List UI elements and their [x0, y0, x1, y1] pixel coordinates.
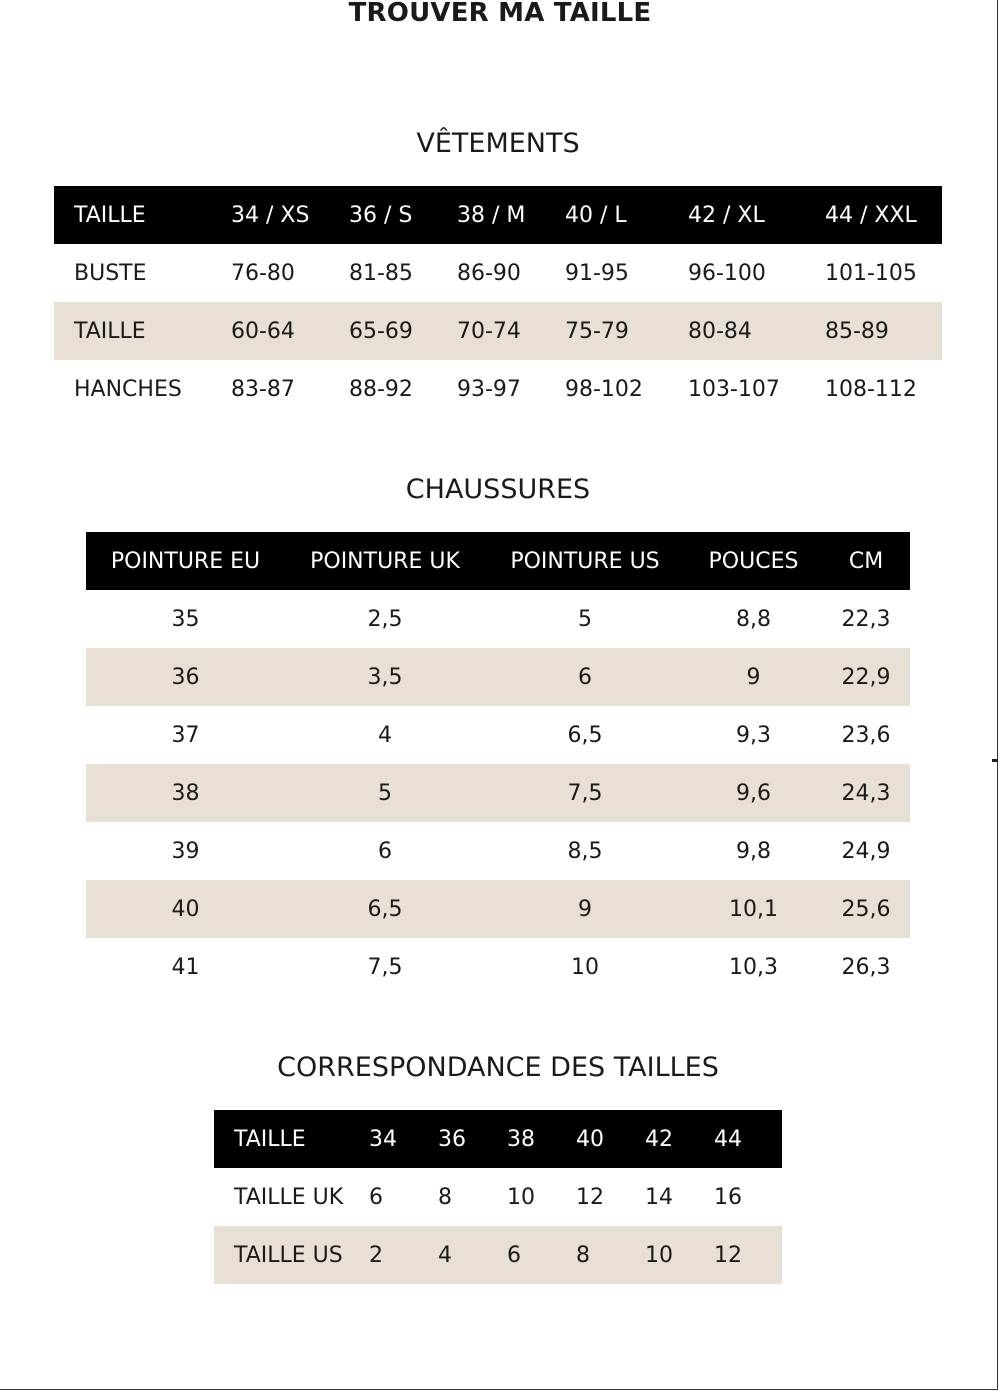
table-cell: 85-89 — [825, 302, 942, 360]
table-row — [54, 244, 942, 302]
table-row — [54, 302, 942, 360]
table-cell: 91-95 — [565, 260, 629, 286]
table-cell: 6,5 — [567, 722, 603, 748]
header-cell: TAILLE — [214, 1110, 369, 1168]
table-cell: 5 — [285, 764, 485, 822]
table-cell: 6 — [378, 838, 392, 864]
table-cell: 9 — [685, 648, 822, 706]
shoes-section-title: CHAUSSURES — [405, 474, 591, 505]
table-cell: 108-112 — [825, 376, 917, 402]
table-cell: 60-64 — [231, 302, 349, 360]
table-cell: 103-107 — [688, 376, 780, 402]
table-cell: 81-85 — [349, 260, 413, 286]
header-cell: 42 — [645, 1110, 714, 1168]
table-row — [214, 1226, 782, 1284]
table-cell: 8,8 — [736, 606, 771, 632]
header-cell: CM — [822, 532, 910, 590]
clothing-size-table — [54, 186, 942, 418]
table-row — [86, 706, 910, 764]
table-cell: 10 — [507, 1184, 535, 1210]
table-cell: 4 — [378, 722, 392, 748]
table-cell: 6 — [507, 1226, 576, 1284]
header-cell: 44 — [714, 1110, 782, 1168]
table-cell: 3,5 — [285, 648, 485, 706]
shoe-size-table — [86, 532, 910, 996]
table-cell: 65-69 — [349, 302, 457, 360]
table-cell: 101-105 — [825, 260, 917, 286]
table-row — [86, 648, 910, 706]
table-header-row — [86, 532, 910, 590]
table-cell: 88-92 — [349, 376, 413, 402]
table-cell: 6,5 — [285, 880, 485, 938]
table-cell: 12 — [576, 1184, 604, 1210]
table-cell: 6 — [485, 648, 685, 706]
header-cell: POINTURE EU — [86, 532, 285, 590]
table-cell: 26,3 — [841, 954, 891, 980]
header-cell: 36 — [438, 1110, 507, 1168]
table-row — [86, 938, 910, 996]
table-cell: 8 — [438, 1184, 452, 1210]
header-cell: POINTURE UK — [285, 532, 485, 590]
header-cell: 38 / M — [457, 186, 565, 244]
table-cell: 37 — [171, 722, 200, 748]
row-label: BUSTE — [74, 260, 147, 286]
table-cell: 39 — [171, 838, 200, 864]
header-cell: 36 / S — [349, 186, 457, 244]
table-row — [86, 590, 910, 648]
table-cell: 10,3 — [729, 954, 778, 980]
table-cell: 7,5 — [367, 954, 403, 980]
row-label: TAILLE — [54, 302, 231, 360]
table-cell: 24,3 — [822, 764, 910, 822]
header-cell: TAILLE — [54, 186, 231, 244]
table-cell: 22,9 — [822, 648, 910, 706]
table-cell: 10 — [645, 1226, 714, 1284]
table-cell: 40 — [86, 880, 285, 938]
table-cell: 25,6 — [822, 880, 910, 938]
table-cell: 23,6 — [841, 722, 891, 748]
table-cell: 12 — [714, 1226, 782, 1284]
header-cell: 40 / L — [565, 186, 688, 244]
table-cell: 2 — [369, 1226, 438, 1284]
table-cell: 35 — [171, 606, 200, 632]
table-cell: 10,1 — [685, 880, 822, 938]
table-cell: 83-87 — [231, 376, 295, 402]
table-cell: 70-74 — [457, 302, 565, 360]
table-cell: 86-90 — [457, 260, 521, 286]
table-cell: 2,5 — [367, 606, 403, 632]
header-cell: POUCES — [685, 532, 822, 590]
table-row — [86, 880, 910, 938]
table-cell: 14 — [645, 1184, 673, 1210]
table-cell: 9 — [485, 880, 685, 938]
header-cell: 34 — [369, 1110, 438, 1168]
page-title: TROUVER MA TAILLE — [348, 0, 652, 28]
header-cell: 34 / XS — [231, 186, 349, 244]
table-cell: 4 — [438, 1226, 507, 1284]
table-cell: 5 — [578, 606, 592, 632]
header-cell: POINTURE US — [485, 532, 685, 590]
table-cell: 38 — [86, 764, 285, 822]
row-label: TAILLE UK — [234, 1184, 344, 1210]
table-cell: 93-97 — [457, 376, 521, 402]
table-cell: 6 — [369, 1184, 383, 1210]
correspondence-section-title: CORRESPONDANCE DES TAILLES — [277, 1052, 719, 1083]
table-row — [86, 822, 910, 880]
table-cell: 75-79 — [565, 302, 688, 360]
table-cell: 8 — [576, 1226, 645, 1284]
table-cell: 9,3 — [736, 722, 771, 748]
clothing-section-title: VÊTEMENTS — [416, 128, 580, 159]
table-cell: 41 — [171, 954, 200, 980]
table-cell: 24,9 — [841, 838, 891, 864]
table-cell: 80-84 — [688, 302, 825, 360]
table-cell: 16 — [714, 1184, 742, 1210]
table-cell: 7,5 — [485, 764, 685, 822]
header-cell: 44 / XXL — [825, 186, 942, 244]
table-cell: 9,6 — [685, 764, 822, 822]
table-row — [214, 1168, 782, 1226]
table-header-row — [214, 1110, 782, 1168]
table-cell: 22,3 — [841, 606, 891, 632]
table-cell: 8,5 — [567, 838, 603, 864]
table-header-row — [54, 186, 942, 244]
edge-mark — [992, 759, 998, 762]
size-correspondence-table — [214, 1110, 782, 1284]
row-label: TAILLE US — [214, 1226, 369, 1284]
table-row — [86, 764, 910, 822]
table-cell: 9,8 — [736, 838, 771, 864]
header-cell: 40 — [576, 1110, 645, 1168]
header-cell: 42 / XL — [688, 186, 825, 244]
table-cell: 98-102 — [565, 376, 643, 402]
table-cell: 36 — [86, 648, 285, 706]
table-cell: 76-80 — [231, 260, 295, 286]
table-cell: 10 — [571, 954, 599, 980]
table-cell: 96-100 — [688, 260, 766, 286]
table-row — [54, 360, 942, 418]
header-cell: 38 — [507, 1110, 576, 1168]
row-label: HANCHES — [74, 376, 182, 402]
